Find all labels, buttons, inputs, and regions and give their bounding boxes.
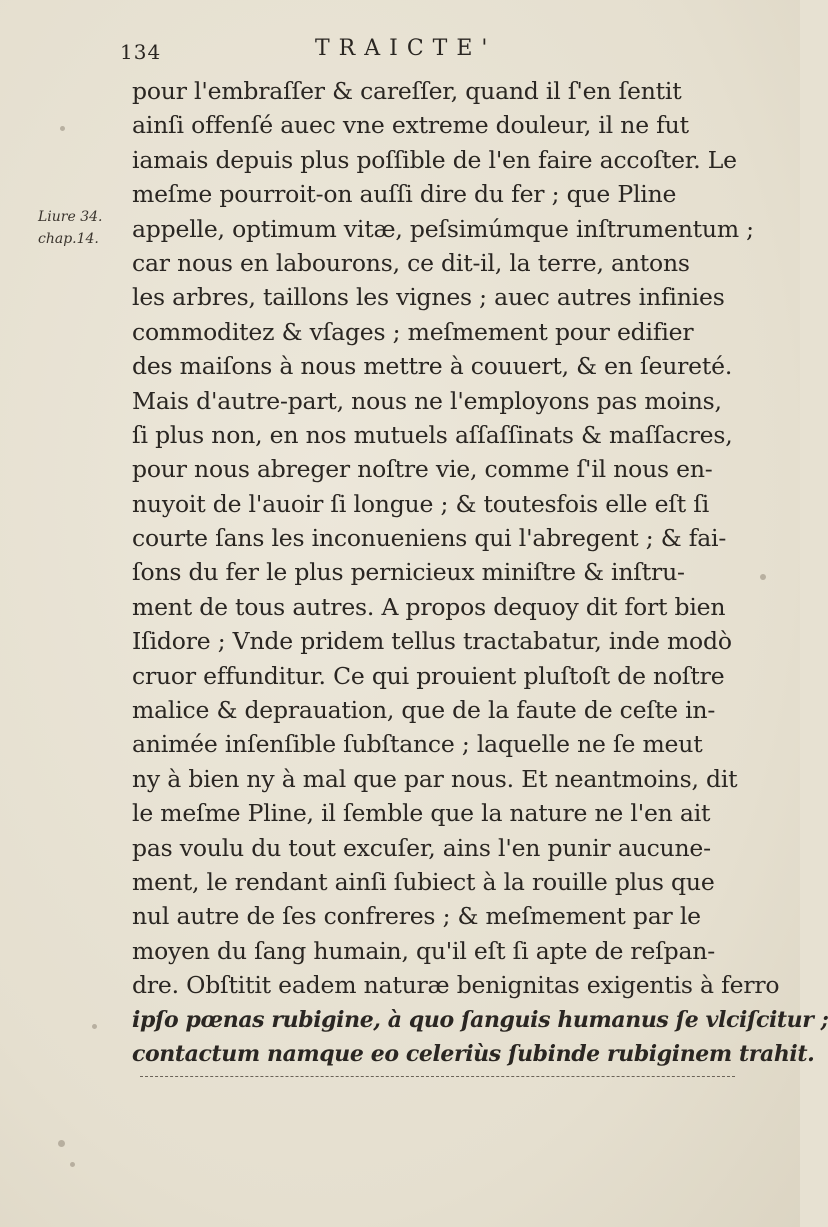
page-number: 134: [120, 40, 162, 64]
text-line: meſme pourroit-on auſſi dire du fer ; que Pline: [132, 180, 677, 209]
text-line: ſi plus non, en nos mutuels aſſaſſinats & maſſacres,: [132, 420, 733, 449]
text-line: les arbres, taillons les vignes ; auec autres infinies: [132, 283, 725, 312]
text-line: ny à bien ny à mal que par nous. Et neantmoins, dit: [132, 764, 738, 793]
text-line: courte ſans les inconueniens qui l'abregent ; & fai-: [132, 524, 727, 553]
text-line: cruor effunditur. Ce qui prouient pluſtoſt de noſtre: [132, 661, 725, 690]
page-header: [110, 36, 630, 70]
paper-speck: [60, 126, 65, 131]
text-line: nuyoit de l'auoir ſi longue ; & toutesfois elle eſt ſi: [132, 489, 710, 518]
paper-speck: [70, 1162, 75, 1167]
running-title: TRAICTE': [315, 36, 497, 61]
paper-speck: [92, 1024, 97, 1029]
text-line: malice & deprauation, que de la faute de ceſte in-: [132, 696, 716, 725]
paper-speck: [760, 574, 766, 580]
text-line: animée inſenſible ſubſtance ; laquelle ne ſe meut: [132, 730, 703, 759]
text-line: ment de tous autres. A propos dequoy dit fort bien: [132, 592, 726, 621]
text-line: Mais d'autre-part, nous ne l'employons pas moins,: [132, 386, 722, 415]
text-line: contactum namque eo celeriùs ſubinde rubiginem trahit.: [132, 1040, 815, 1067]
text-line: pour l'embraſſer & careſſer, quand il ſ'en ſentit: [132, 77, 682, 105]
margin-note-line: chap.14.: [38, 231, 99, 247]
paper-speck: [58, 1140, 65, 1147]
text-line: ment, le rendant ainſi ſubiect à la rouille plus que: [132, 867, 715, 896]
text-line: commoditez & vſages ; meſmement pour edifier: [132, 317, 694, 346]
text-line: dre. Obſtitit eadem naturæ benignitas exigentis à ferro: [132, 971, 780, 1000]
text-line: pour nous abreger noſtre vie, comme ſ'il nous en-: [132, 455, 713, 484]
text-line: ſons du fer le plus pernicieux miniſtre & inſtru-: [132, 558, 685, 587]
text-line: appelle, optimum vitæ, peſsimúmque inſtrumentum ;: [132, 214, 754, 243]
bottom-rule: [140, 1076, 735, 1077]
text-line: pas voulu du tout excuſer, ains l'en punir aucune-: [132, 833, 711, 862]
body-text: [132, 74, 828, 1071]
text-line: ipſo pœnas rubigine, à quo ſanguis humanus ſe vlciſcitur ;: [132, 1006, 828, 1033]
text-line: nul autre de ſes confreres ; & meſmement par le: [132, 902, 701, 931]
text-line: des maiſons à nous mettre à couuert, & en ſeureté.: [132, 352, 733, 381]
margin-note-line: Liure 34.: [38, 209, 103, 225]
text-line: ainſi offenſé auec vne extreme douleur, il ne fut: [132, 111, 689, 140]
text-line: moyen du ſang humain, qu'il eſt ſi apte de reſpan-: [132, 936, 715, 965]
margin-note: [38, 206, 126, 250]
text-line: le meſme Pline, il ſemble que la nature ne l'en ait: [132, 799, 711, 828]
text-line: iamais depuis plus poſſible de l'en faire accoſter. Le: [132, 145, 737, 174]
text-line: Iſidore ; Vnde pridem tellus tractabatur, inde modò: [132, 627, 732, 656]
text-line: car nous en labourons, ce dit-il, la terre, antons: [132, 248, 690, 277]
